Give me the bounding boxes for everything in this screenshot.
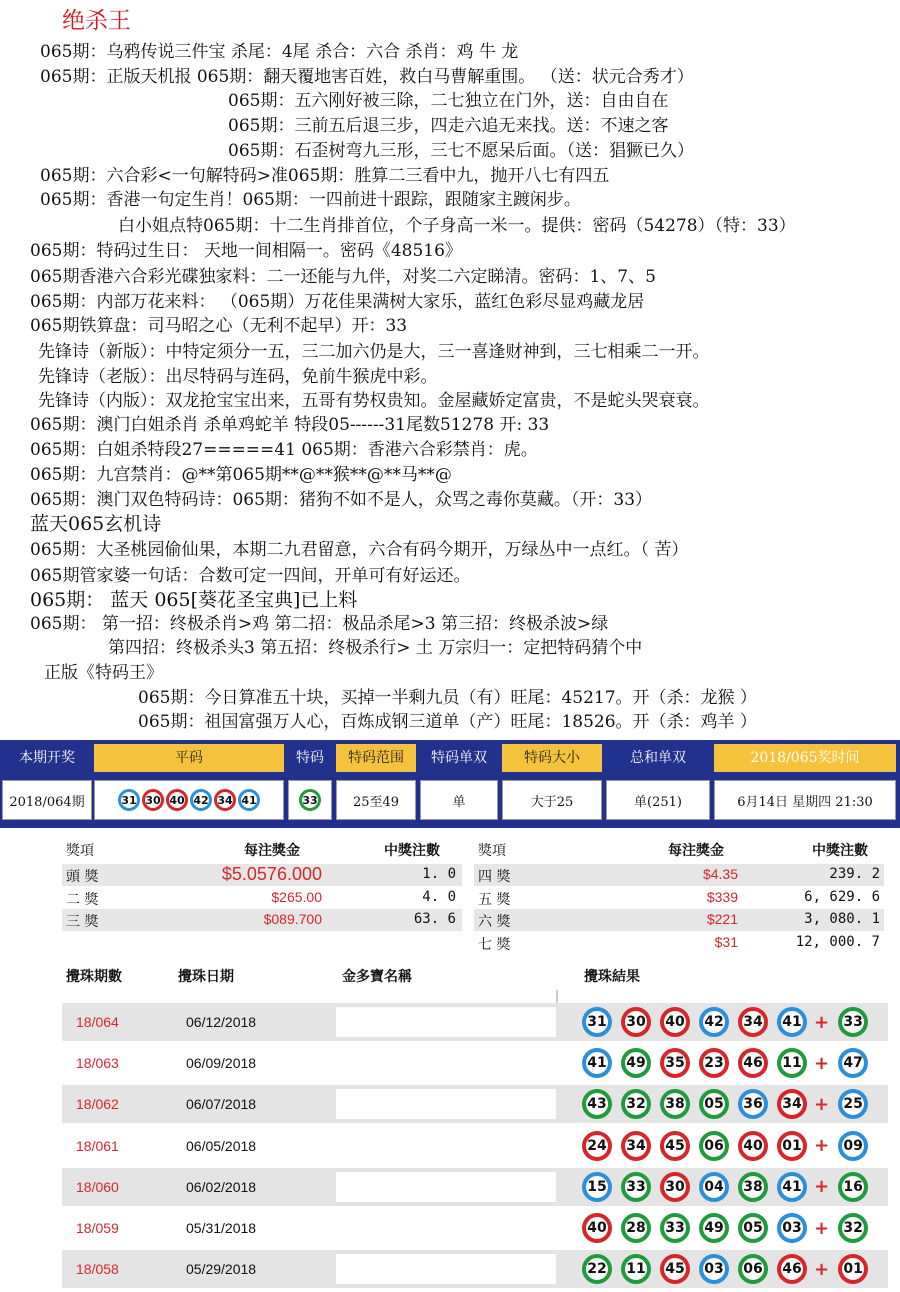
lottery-ball: 42 bbox=[190, 789, 212, 811]
lottery-ball: 06 bbox=[699, 1131, 729, 1161]
text-line: 065期管家婆一句话：合数可定一四间，开单可有好运还。 bbox=[30, 566, 471, 586]
history-header-period: 攪珠期數 bbox=[66, 969, 122, 985]
lottery-ball: 33 bbox=[838, 1007, 868, 1037]
plus-icon: + bbox=[814, 1052, 830, 1074]
prize-name: 二 獎 bbox=[66, 891, 99, 908]
text-line: 065期：乌鸦传说三件宝 杀尾：4尾 杀合：六合 杀肖：鸡 牛 龙 bbox=[40, 42, 519, 62]
lottery-ball: 30 bbox=[621, 1007, 651, 1037]
draw-period: 2018/064期 bbox=[2, 780, 92, 820]
text-line: 先锋诗（老版）：出尽特码与连码，免前牛猴虎中彩。 bbox=[38, 367, 438, 387]
lottery-ball: 41 bbox=[777, 1007, 807, 1037]
lottery-ball: 34 bbox=[214, 789, 236, 811]
header-odd-even: 特码单双 bbox=[420, 744, 498, 772]
lottery-ball: 01 bbox=[838, 1254, 868, 1284]
prize-row bbox=[474, 864, 884, 886]
lottery-ball: 11 bbox=[621, 1254, 651, 1284]
text-line: 065期：特码过生日： 天地一间相隔一。密码《48516》 bbox=[30, 241, 462, 261]
prize-header-amount: 每注獎金 bbox=[244, 843, 300, 859]
lottery-ball: 40 bbox=[660, 1007, 690, 1037]
text-line: 065期：石歪树弯九三形，三七不愿呆后面。（送：猖獗已久） bbox=[228, 141, 694, 161]
history-header-jackpot: 金多寶名稱 bbox=[342, 969, 412, 985]
prize-amount: $339 bbox=[706, 888, 738, 905]
text-line: 蓝天065玄机诗 bbox=[30, 513, 162, 535]
header-current-draw: 本期开奖 bbox=[4, 744, 90, 772]
draw-date: 05/31/2018 bbox=[186, 1220, 257, 1236]
lottery-ball: 09 bbox=[838, 1131, 868, 1161]
text-line: 065期：白姐杀特段27=====41 065期：香港六合彩禁肖：虎。 bbox=[30, 440, 538, 460]
prize-amount: $5.0576.000 bbox=[221, 864, 322, 884]
history-header-result: 攪珠結果 bbox=[584, 969, 640, 985]
special-odd-even: 单 bbox=[420, 780, 498, 820]
lottery-ball: 34 bbox=[777, 1089, 807, 1119]
sum-odd-even: 单(251) bbox=[606, 780, 710, 820]
jackpot-cell bbox=[336, 1254, 556, 1284]
prize-count: 239. 2 bbox=[829, 866, 880, 882]
prize-row bbox=[62, 864, 462, 886]
text-line: 065期铁算盘：司马昭之心（无利不起早）开：33 bbox=[30, 316, 408, 336]
lottery-ball: 49 bbox=[699, 1213, 729, 1243]
text-line: 065期：正版天机报 065期：翻天覆地害百姓，救白马曹解重围。 （送：状元合秀才） bbox=[40, 67, 694, 87]
lottery-ball: 16 bbox=[838, 1172, 868, 1202]
text-line: 065期：九宫禁肖：@**第065期**@**猴**@**马**@ bbox=[30, 465, 452, 485]
prize-row bbox=[474, 932, 884, 954]
prize-header-item-right: 獎項 bbox=[478, 843, 506, 859]
text-line: 白小姐点特065期：十二生肖排首位，个子身高一米一。提供：密码（54278）（特：33） bbox=[118, 216, 796, 236]
lottery-ball: 49 bbox=[621, 1048, 651, 1078]
page-title: 绝杀王 bbox=[62, 8, 131, 34]
lottery-ball: 11 bbox=[777, 1048, 807, 1078]
prize-row bbox=[474, 909, 884, 931]
prize-row bbox=[62, 887, 462, 909]
lottery-ball: 41 bbox=[238, 789, 260, 811]
header-sum: 总和单双 bbox=[606, 744, 710, 772]
draw-date: 06/02/2018 bbox=[186, 1178, 257, 1195]
draw-period: 18/059 bbox=[76, 1220, 119, 1236]
lottery-ball: 41 bbox=[777, 1172, 807, 1202]
lottery-ball: 31 bbox=[118, 789, 140, 811]
plus-icon: + bbox=[814, 1093, 830, 1115]
prize-amount: $265.00 bbox=[271, 888, 322, 905]
header-range: 特码范围 bbox=[336, 744, 416, 772]
table-row bbox=[62, 1209, 888, 1247]
draw-date: 06/05/2018 bbox=[186, 1137, 257, 1154]
prize-row bbox=[62, 909, 462, 931]
text-line: 065期：今日算准五十块，买掉一半剩九员（有）旺尾：45217。开（杀：龙猴 ） bbox=[138, 688, 757, 708]
lottery-ball: 30 bbox=[142, 789, 164, 811]
text-line: 065期：香港一句定生肖！065期：一四前进十跟踪，跟随家主踱闲步。 bbox=[40, 190, 581, 210]
lottery-ball: 04 bbox=[699, 1172, 729, 1202]
divider bbox=[556, 990, 558, 1004]
draw-date: 06/07/2018 bbox=[186, 1096, 257, 1113]
prize-header-item: 獎項 bbox=[66, 843, 94, 859]
lottery-ball: 01 bbox=[777, 1131, 807, 1161]
prize-amount: $089.700 bbox=[263, 911, 322, 927]
table-row bbox=[62, 1127, 888, 1165]
prize-count: 63. 6 bbox=[413, 911, 456, 927]
prize-count: 4. 0 bbox=[422, 888, 456, 905]
lottery-ball: 32 bbox=[838, 1213, 868, 1243]
lottery-ball: 35 bbox=[660, 1048, 690, 1078]
jackpot-cell bbox=[336, 1089, 556, 1119]
text-line: 065期：三前五后退三步，四走六追无来找。送：不速之客 bbox=[228, 116, 669, 136]
plus-icon: + bbox=[814, 1176, 830, 1198]
prize-name: 六 獎 bbox=[478, 914, 511, 930]
prize-name: 五 獎 bbox=[478, 891, 511, 908]
jackpot-cell bbox=[336, 1048, 556, 1078]
prize-header-amount-right: 每注獎金 bbox=[668, 843, 724, 859]
lottery-ball: 45 bbox=[660, 1131, 690, 1161]
plus-icon: + bbox=[814, 1135, 830, 1157]
draw-date: 05/29/2018 bbox=[186, 1261, 257, 1278]
header-next-time: 2018/065奖时间 bbox=[714, 744, 896, 772]
table-row bbox=[62, 1250, 888, 1288]
plus-icon: + bbox=[814, 1258, 830, 1280]
text-line: 065期： 第一招：终极杀肖>鸡 第二招：极品杀尾>3 第三招：终极杀波>绿 bbox=[30, 614, 609, 634]
text-line: 065期：六合彩<一句解特码>准065期：胜算二三看中九，抛开八七有四五 bbox=[40, 166, 610, 186]
lottery-ball: 22 bbox=[582, 1254, 612, 1284]
result-balls bbox=[582, 1089, 877, 1119]
text-line: 065期：五六刚好被三除，二七独立在门外，送：自由自在 bbox=[228, 91, 669, 111]
prize-name: 四 獎 bbox=[478, 869, 511, 885]
lottery-ball: 40 bbox=[166, 789, 188, 811]
lottery-ball: 46 bbox=[738, 1048, 768, 1078]
lottery-ball: 32 bbox=[621, 1089, 651, 1119]
draw-period: 18/061 bbox=[76, 1137, 119, 1154]
result-balls bbox=[582, 1254, 877, 1284]
next-draw-time: 6月14日 星期四 21:30 bbox=[714, 780, 896, 820]
result-balls bbox=[582, 1048, 877, 1078]
lottery-ball: 34 bbox=[738, 1007, 768, 1037]
lottery-ball: 41 bbox=[582, 1048, 612, 1078]
prize-header-count: 中獎注數 bbox=[384, 843, 440, 859]
history-header-date: 攪珠日期 bbox=[178, 969, 234, 985]
lottery-ball: 24 bbox=[582, 1131, 612, 1161]
result-balls bbox=[582, 1007, 877, 1037]
prize-amount: $4.35 bbox=[702, 866, 738, 882]
result-balls bbox=[582, 1213, 877, 1243]
prize-header-count-right: 中獎注數 bbox=[812, 843, 868, 859]
text-line: 第四招：终极杀头3 第五招：终极杀行> 土 万宗归一：定把特码猜个中 bbox=[108, 638, 643, 658]
text-line: 065期：大圣桃园偷仙果，本期二九君留意，六合有码今期开，万绿丛中一点红。（ 苦） bbox=[30, 540, 689, 560]
lottery-ball: 31 bbox=[582, 1007, 612, 1037]
lottery-ball: 36 bbox=[738, 1089, 768, 1119]
text-line: 065期香港六合彩光碟独家料：二一还能与九伴，对奖二六定睇清。密码：1、7、5 bbox=[30, 267, 656, 287]
prize-name: 三 獎 bbox=[66, 914, 99, 930]
header-special: 特码 bbox=[288, 744, 332, 772]
text-line: 065期：澳门白姐杀肖 杀单鸡蛇羊 特段05------31尾数51278 开: 33 bbox=[30, 415, 550, 435]
draw-period: 18/063 bbox=[76, 1055, 119, 1072]
lottery-ball: 25 bbox=[838, 1089, 868, 1119]
text-line: 先锋诗（新版）：中特定须分一五，三二加六仍是大，三一喜逢财神到，三七相乘二一开。 bbox=[38, 342, 710, 362]
special-ball-cell bbox=[288, 780, 332, 820]
prize-name: 七 獎 bbox=[478, 936, 511, 953]
jackpot-cell bbox=[336, 1213, 556, 1243]
table-row bbox=[62, 1003, 888, 1041]
lottery-ball: 47 bbox=[838, 1048, 868, 1078]
plus-icon: + bbox=[814, 1011, 830, 1033]
plus-icon: + bbox=[814, 1217, 830, 1239]
prize-name: 頭 獎 bbox=[66, 869, 99, 885]
table-row bbox=[62, 1044, 888, 1082]
result-balls bbox=[582, 1131, 877, 1161]
lottery-ball: 40 bbox=[738, 1131, 768, 1161]
lottery-ball: 46 bbox=[777, 1254, 807, 1284]
table-row bbox=[62, 1085, 888, 1123]
lottery-ball: 33 bbox=[299, 789, 321, 811]
prize-count: 6, 629. 6 bbox=[804, 888, 880, 905]
draw-period: 18/058 bbox=[76, 1261, 119, 1278]
text-line: 065期：澳门双色特码诗：065期：猪狗不如不是人，众骂之毒你莫藏。（开：33） bbox=[30, 490, 653, 510]
text-line: 先锋诗（内版）：双龙抢宝宝出来，五哥有势权贵知。金屋藏娇定富贵，不是蛇头哭衰衰。 bbox=[38, 391, 710, 411]
text-line: 065期： 蓝天 065[葵花圣宝典]已上料 bbox=[30, 589, 358, 611]
draw-period: 18/060 bbox=[76, 1178, 119, 1195]
prize-amount: $221 bbox=[706, 911, 738, 927]
lottery-ball: 03 bbox=[699, 1254, 729, 1284]
lottery-ball: 06 bbox=[738, 1254, 768, 1284]
prize-count: 3, 080. 1 bbox=[804, 911, 880, 927]
prize-row bbox=[474, 887, 884, 909]
special-size: 大于25 bbox=[502, 780, 602, 820]
draw-period: 18/062 bbox=[76, 1096, 119, 1113]
jackpot-cell bbox=[336, 1007, 556, 1037]
lottery-ball: 42 bbox=[699, 1007, 729, 1037]
lottery-ball: 23 bbox=[699, 1048, 729, 1078]
lottery-ball: 15 bbox=[582, 1172, 612, 1202]
lottery-ball: 33 bbox=[660, 1213, 690, 1243]
draw-period: 18/064 bbox=[76, 1014, 119, 1030]
header-regular: 平码 bbox=[94, 744, 284, 772]
lottery-ball: 43 bbox=[582, 1089, 612, 1119]
draw-date: 06/09/2018 bbox=[186, 1055, 257, 1072]
lottery-ball: 05 bbox=[699, 1089, 729, 1119]
special-range: 25至49 bbox=[336, 780, 416, 820]
text-line: 065期：祖国富强万人心，百炼成钢三道单（产）旺尾：18526。开（杀：鸡羊 ） bbox=[138, 712, 757, 732]
lottery-ball: 30 bbox=[660, 1172, 690, 1202]
draw-date: 06/12/2018 bbox=[186, 1014, 257, 1030]
lottery-ball: 28 bbox=[621, 1213, 651, 1243]
lottery-ball: 05 bbox=[738, 1213, 768, 1243]
lottery-ball: 38 bbox=[738, 1172, 768, 1202]
prize-amount: $31 bbox=[714, 933, 738, 950]
lottery-ball: 40 bbox=[582, 1213, 612, 1243]
lottery-ball: 03 bbox=[777, 1213, 807, 1243]
prize-count: 1. 0 bbox=[422, 866, 456, 882]
lottery-ball: 45 bbox=[660, 1254, 690, 1284]
header-size: 特码大小 bbox=[502, 744, 602, 772]
text-line: 065期：内部万花来料： （065期）万花佳果满树大家乐，蓝红色彩尽显鸡藏龙居 bbox=[30, 292, 645, 312]
result-balls bbox=[582, 1172, 877, 1202]
jackpot-cell bbox=[336, 1172, 556, 1202]
lottery-ball: 34 bbox=[621, 1131, 651, 1161]
regular-balls bbox=[94, 780, 284, 820]
lottery-ball: 38 bbox=[660, 1089, 690, 1119]
table-row bbox=[62, 1168, 888, 1206]
jackpot-cell bbox=[336, 1131, 556, 1161]
lottery-ball: 33 bbox=[621, 1172, 651, 1202]
prize-count: 12, 000. 7 bbox=[795, 933, 880, 950]
text-line: 正版《特码王》 bbox=[44, 663, 163, 683]
